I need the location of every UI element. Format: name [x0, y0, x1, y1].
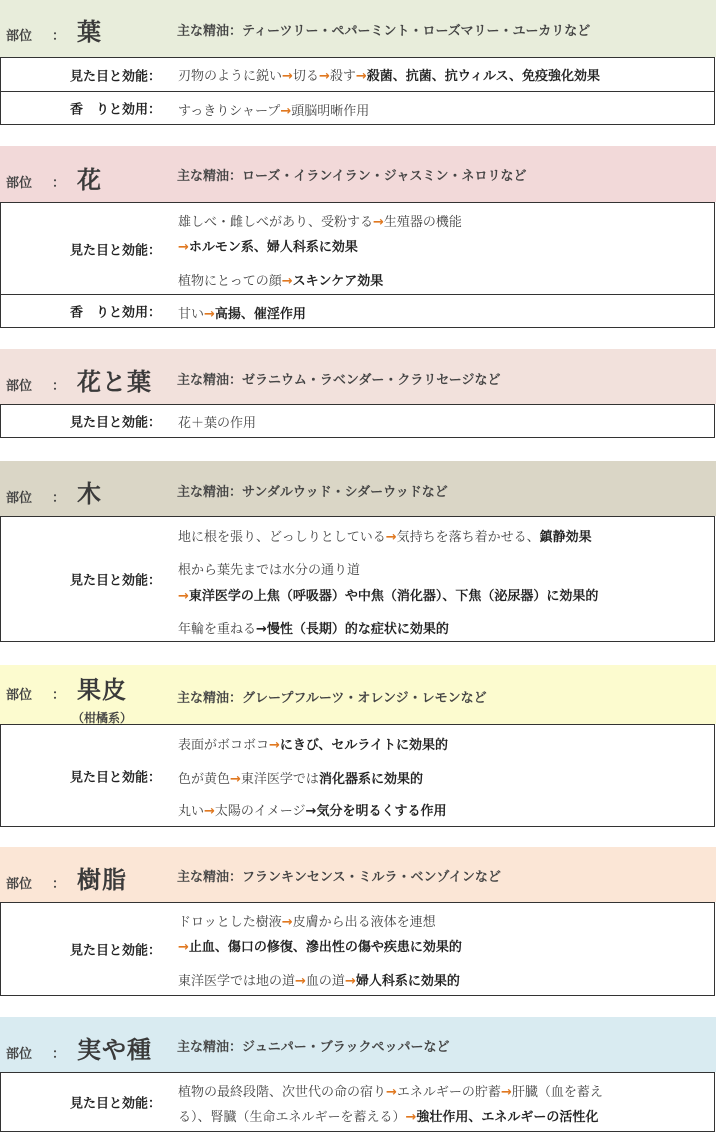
- text-fragment: 肝臓（血を蓄え: [511, 1085, 603, 1100]
- look-line: [178, 1081, 603, 1100]
- text-fragment: 気持ちを落ち着かせる、: [396, 530, 540, 545]
- row-scent: [1, 294, 714, 327]
- look-line: [178, 970, 460, 989]
- text-fragment: 主な精油：: [177, 870, 243, 885]
- colon: ：: [52, 29, 66, 44]
- colon: ：: [52, 491, 66, 506]
- main-oils: [177, 687, 487, 706]
- text-fragment: 皮膚から出る液体を連想: [292, 915, 436, 930]
- bui-label: 部位: [6, 29, 33, 44]
- info-table: [0, 902, 715, 996]
- part-name: 葉: [77, 18, 102, 46]
- row-look: [1, 517, 714, 641]
- text-fragment: 植物にとっての顔: [178, 274, 282, 289]
- part-name: 樹脂: [77, 866, 127, 894]
- info-table: [0, 404, 715, 438]
- main-oils: [177, 1036, 450, 1055]
- text-fragment: 鎮静効果: [539, 530, 592, 545]
- row-look: [1, 203, 714, 294]
- row-look: [1, 405, 714, 437]
- text-fragment: すっきりシャープ: [178, 104, 281, 119]
- text-fragment: 雄しべ・雌しべがあり、受粉する: [178, 215, 374, 230]
- arrow-icon: →: [355, 69, 367, 84]
- section-seed: [0, 1017, 716, 1132]
- look-line: [178, 211, 462, 230]
- text-fragment: 主な精油：: [177, 691, 243, 706]
- text-fragment: 主な精油：: [177, 169, 243, 184]
- text-fragment: 表面がボコボコ: [178, 738, 270, 753]
- section-header-citrus: [0, 665, 716, 724]
- text-fragment: 太陽のイメージ: [214, 804, 306, 819]
- text-fragment: 刃物のように鋭い: [178, 69, 283, 84]
- colon: ：: [52, 379, 66, 394]
- arrow-icon: →: [178, 240, 189, 255]
- look-line: [178, 270, 383, 289]
- text-fragment: 気分を明るくする作用: [316, 804, 447, 819]
- look-line: [178, 618, 449, 637]
- text-fragment: る）、腎臓（生命エネルギーを蓄える）: [178, 1110, 406, 1125]
- text-fragment: 丸い: [178, 804, 205, 819]
- part-subtitle: （柑橘系）: [72, 711, 133, 725]
- row-look: [1, 1073, 714, 1131]
- main-oils: [177, 369, 500, 388]
- look-label: 見た目と効能：: [69, 1096, 161, 1112]
- look-line: [178, 1106, 598, 1125]
- scent-line: [178, 100, 369, 119]
- bui-label: 部位: [6, 688, 33, 703]
- text-fragment: ジュニパー・ブラックペッパーなど: [242, 1040, 450, 1055]
- colon: ：: [52, 1047, 66, 1062]
- text-fragment: 花＋葉の作用: [178, 416, 257, 431]
- arrow-icon: →: [373, 215, 384, 230]
- arrow-icon: →: [269, 738, 280, 753]
- text-fragment: グレープフルーツ・オレンジ・レモンなど: [242, 691, 487, 706]
- look-label: 見た目と効能：: [69, 69, 161, 84]
- text-fragment: 生殖器の機能: [383, 215, 462, 230]
- main-oil-label: 主な精油：: [177, 24, 243, 39]
- section-flower: [0, 146, 716, 328]
- row-look: [1, 903, 714, 995]
- text-fragment: 殺菌、抗菌、抗ウィルス、免疫強化効果: [366, 69, 600, 84]
- text-fragment: 頭脳明晰作用: [291, 104, 370, 119]
- text-fragment: 婦人科系に効果的: [355, 974, 460, 989]
- section-header-seed: [0, 1017, 716, 1072]
- main-oil-list: ティーツリー・ペパーミント・ローズマリー・ユーカリなど: [242, 24, 591, 39]
- text-fragment: 切る: [292, 69, 319, 84]
- main-oils: [177, 165, 526, 184]
- info-table: [0, 1072, 715, 1132]
- text-fragment: スキンケア効果: [292, 274, 384, 289]
- main-oils: [177, 481, 448, 500]
- look-line: [178, 526, 592, 545]
- colon: ：: [52, 176, 66, 191]
- section-resin: [0, 847, 716, 996]
- arrow-icon: →: [318, 69, 330, 84]
- arrow-icon: →: [280, 104, 292, 119]
- text-fragment: 止血、傷口の修復、滲出性の傷や疾患に効果的: [188, 940, 462, 955]
- look-label: 見た目と効能：: [69, 770, 161, 785]
- scent-line: [178, 303, 306, 322]
- arrow-icon: →: [204, 307, 215, 322]
- text-fragment: 血の道: [305, 974, 345, 989]
- text-fragment: 東洋医学では: [240, 772, 319, 787]
- text-fragment: ドロッとした樹液: [178, 915, 282, 930]
- look-line: [178, 65, 600, 84]
- text-fragment: ローズ・イランイラン・ジャスミン・ネロリなど: [242, 169, 527, 184]
- info-table: [0, 724, 715, 827]
- text-fragment: フランキンセンス・ミルラ・ベンゾインなど: [242, 870, 501, 885]
- arrow-icon: →: [281, 915, 293, 930]
- text-fragment: 東洋医学では地の道: [178, 974, 296, 989]
- look-line: [178, 559, 360, 578]
- arrow-icon: →: [282, 69, 293, 84]
- arrow-icon: →: [281, 274, 293, 289]
- section-citrus-peel: [0, 665, 716, 827]
- arrow-icon: →: [295, 974, 306, 989]
- arrow-icon: →: [405, 1110, 417, 1125]
- text-fragment: 慢性（長期）的な症状に効果的: [266, 622, 449, 637]
- part-name: 実や種: [77, 1036, 152, 1064]
- section-header-leaf: [0, 0, 716, 57]
- text-fragment: ホルモン系、婦人科系に効果: [188, 240, 358, 255]
- bui-label: 部位: [6, 1047, 33, 1062]
- part-name: 花: [77, 166, 102, 194]
- text-fragment: 消化器系に効果的: [318, 772, 423, 787]
- section-header-flower-leaf: [0, 349, 716, 404]
- look-line: [178, 412, 256, 431]
- text-fragment: 根から葉先までは水分の通り道: [178, 563, 361, 578]
- row-look: [1, 725, 714, 826]
- main-oils: [177, 866, 501, 885]
- text-fragment: 植物の最終段階、次世代の命の宿り: [178, 1085, 387, 1100]
- text-fragment: 年輪を重ねる: [178, 622, 257, 637]
- bui-label: 部位: [6, 379, 33, 394]
- look-line: [178, 236, 358, 255]
- main-oils: [177, 20, 590, 39]
- text-fragment: にきび、セルライトに効果的: [279, 738, 449, 753]
- arrow-icon: →: [178, 940, 189, 955]
- scent-label: 香 りと効用：: [69, 305, 161, 321]
- bui-label: 部位: [6, 491, 33, 506]
- text-fragment: サンダルウッド・シダーウッドなど: [242, 485, 448, 500]
- arrow-icon: →: [305, 804, 317, 819]
- colon: ：: [52, 877, 66, 892]
- section-leaf: [0, 0, 716, 125]
- scent-label: 香 りと効用：: [69, 102, 161, 118]
- look-line: [178, 800, 446, 819]
- text-fragment: 主な精油：: [177, 485, 243, 500]
- text-fragment: 甘い: [178, 307, 205, 322]
- look-line: [178, 936, 462, 955]
- info-table: [0, 202, 715, 328]
- text-fragment: 東洋医学の上焦（呼吸器）や中焦（消化器）、下焦（泌尿器）に効果的: [188, 589, 599, 604]
- text-fragment: 主な精油：: [177, 373, 243, 388]
- text-fragment: 地に根を張り、どっしりとしている: [178, 530, 386, 545]
- arrow-icon: →: [344, 974, 356, 989]
- text-fragment: 色が黄色: [178, 772, 231, 787]
- text-fragment: 高揚、催淫作用: [214, 307, 306, 322]
- info-table: [0, 516, 715, 642]
- info-table: [0, 57, 715, 125]
- section-header-flower: [0, 146, 716, 202]
- bui-label: 部位: [6, 877, 33, 892]
- look-label: 見た目と効能：: [69, 943, 161, 959]
- look-label: 見た目と効能：: [69, 243, 161, 258]
- part-name: 花と葉: [77, 368, 152, 396]
- look-line: [178, 768, 423, 787]
- section-flower-leaf: [0, 349, 716, 438]
- look-label: 見た目と効能：: [69, 573, 161, 589]
- arrow-icon: →: [386, 1085, 397, 1100]
- look-line: [178, 585, 598, 604]
- row-look: [1, 58, 714, 91]
- colon: ：: [52, 688, 66, 703]
- arrow-icon: →: [500, 1085, 512, 1100]
- arrow-icon: →: [385, 530, 397, 545]
- text-fragment: エネルギーの貯蓄: [396, 1085, 501, 1100]
- arrow-icon: →: [256, 622, 267, 637]
- part-name: 木: [77, 480, 102, 508]
- text-fragment: 殺す: [329, 69, 356, 84]
- arrow-icon: →: [178, 589, 189, 604]
- arrow-icon: →: [204, 804, 215, 819]
- look-label: 見た目と効能：: [69, 415, 161, 431]
- text-fragment: 強壮作用、エネルギーの活性化: [416, 1110, 599, 1125]
- text-fragment: 主な精油：: [177, 1040, 243, 1055]
- section-header-resin: [0, 847, 716, 902]
- arrow-icon: →: [230, 772, 241, 787]
- bui-label: 部位: [6, 176, 33, 191]
- look-line: [178, 734, 448, 753]
- look-line: [178, 911, 436, 930]
- part-name: 果皮: [77, 676, 127, 704]
- row-scent: [1, 91, 714, 124]
- section-header-wood: [0, 461, 716, 516]
- section-wood: [0, 461, 716, 642]
- text-fragment: ゼラニウム・ラベンダー・クラリセージなど: [242, 373, 501, 388]
